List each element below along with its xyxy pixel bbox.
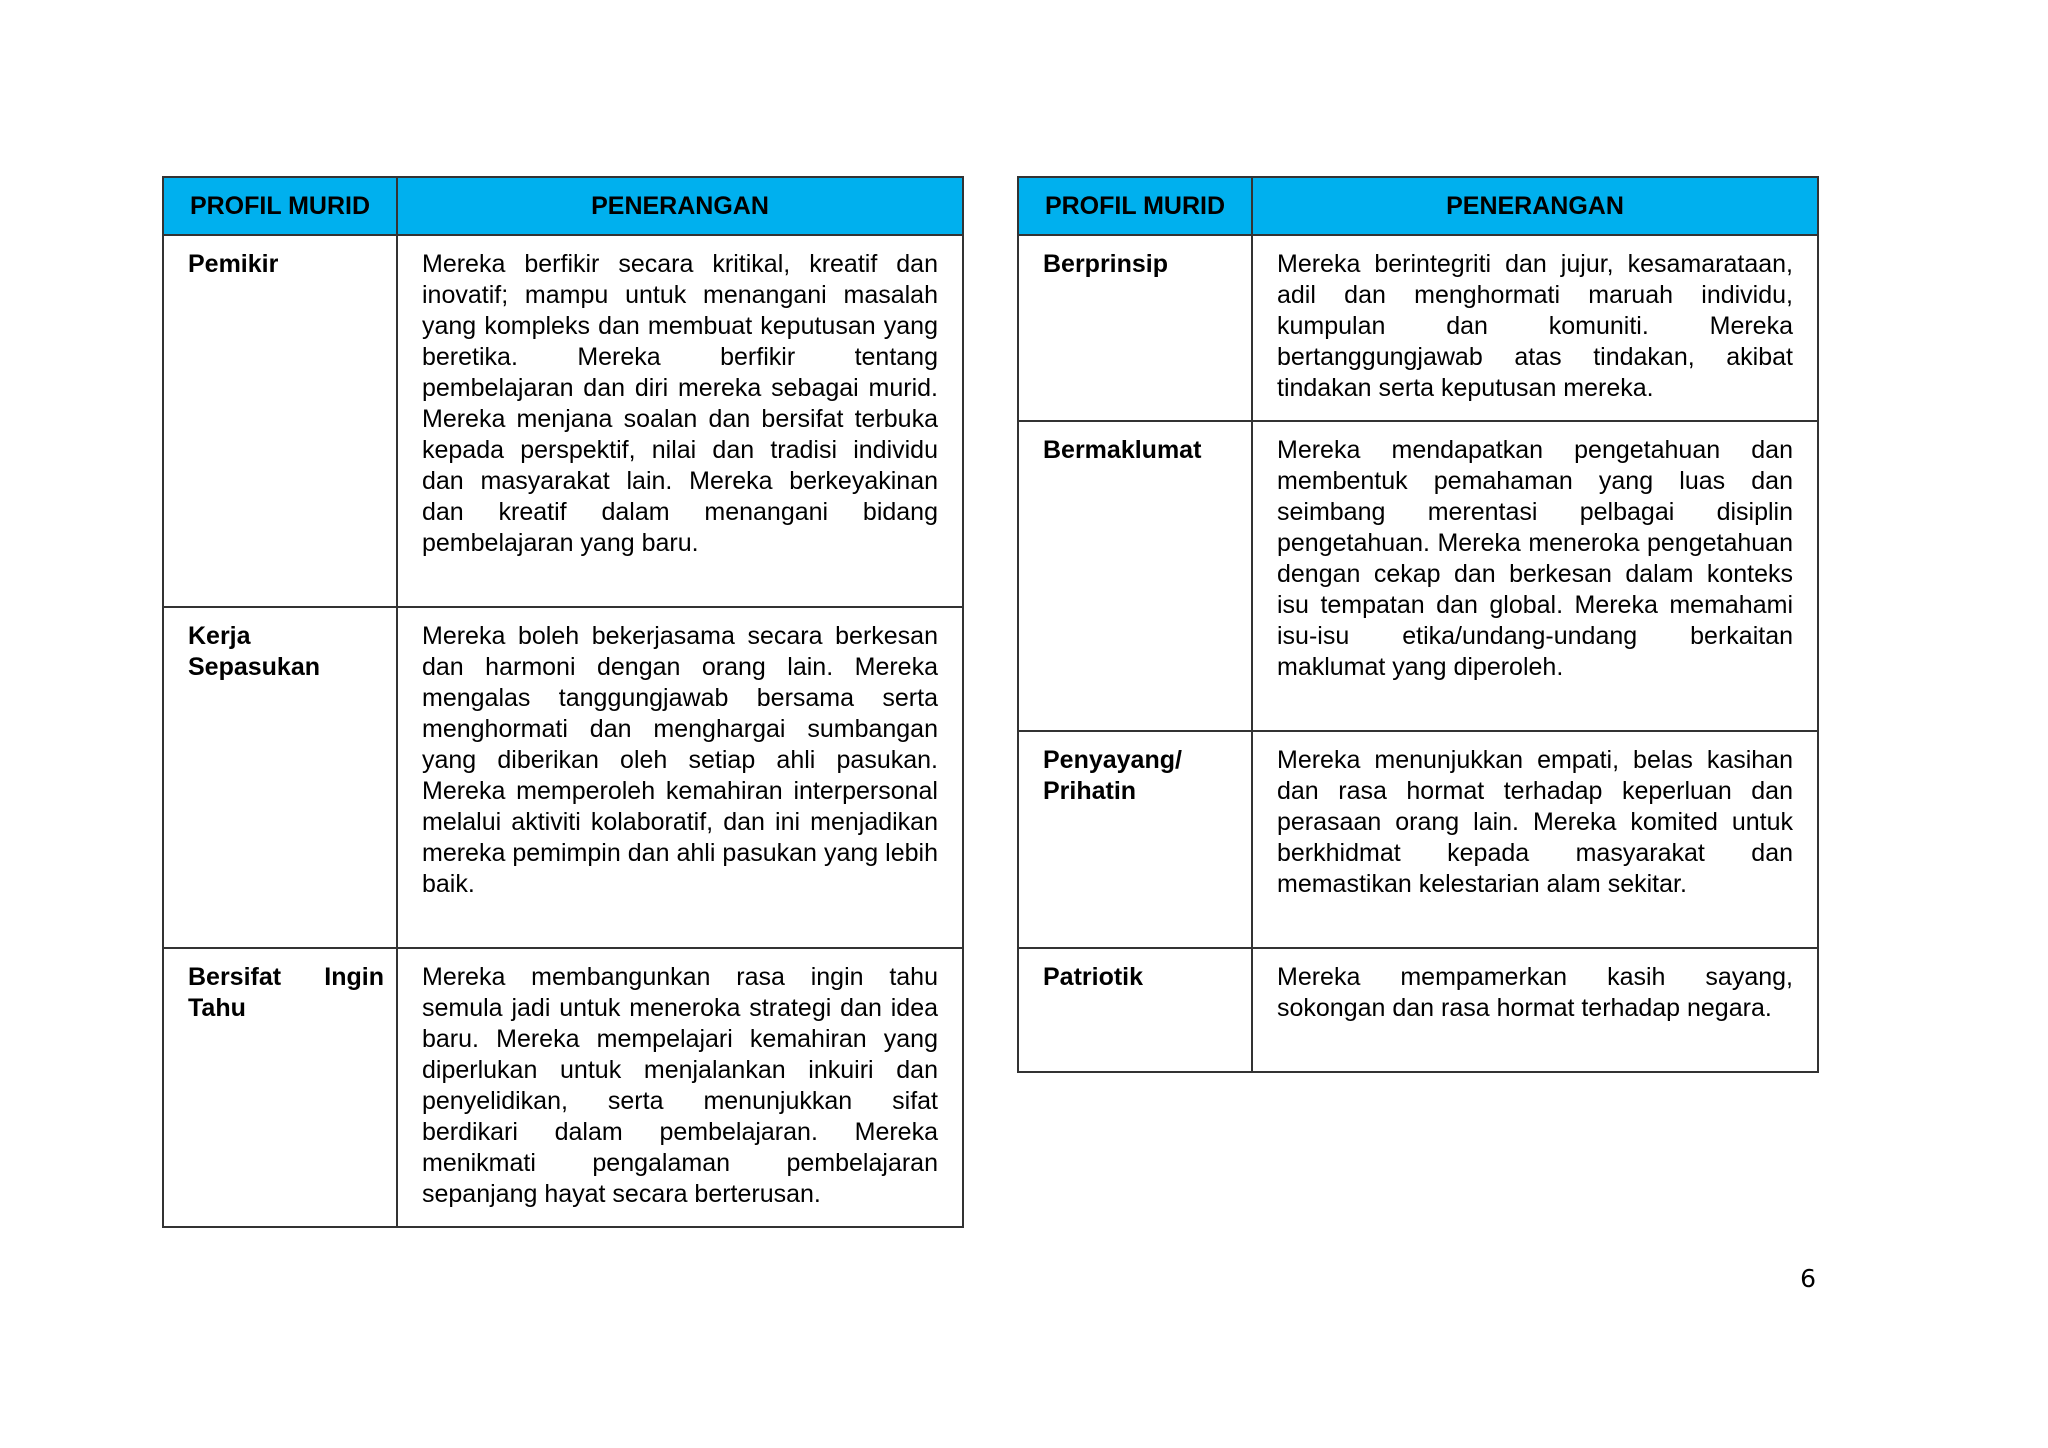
profile-table-right (1017, 176, 1819, 1073)
profile-description: Mereka boleh bekerjasama secara berkesan dan harmoni dengan orang lain. Mereka mengalas tanggungjawab bersama serta menghormati dan menghargai sumbangan yang diberikan oleh setiap ahli pasukan. Mereka memperoleh kemahiran interpersonal melalui aktiviti kolaboratif, dan ini menjadikan mereka pemimpin dan ahli pasukan yang lebih baik. (397, 607, 963, 948)
profile-description: Mereka berintegriti dan jujur, kesamarataan, adil dan menghormati maruah individu, kumpulan dan komuniti. Mereka bertanggungjawab atas tindakan, akibat tindakan serta keputusan mereka. (1252, 235, 1818, 421)
profile-description: Mereka mendapatkan pengetahuan dan membentuk pemahaman yang luas dan seimbang merentasi pelbagai disiplin pengetahuan. Mereka meneroka pengetahuan dengan cekap dan berkesan dalam konteks isu tempatan dan global. Mereka memahami isu-isu etika/undang-undang berkaitan maklumat yang diperoleh. (1252, 421, 1818, 731)
profile-name: Kerja Sepasukan (163, 607, 397, 948)
table-header-row (163, 177, 963, 235)
table-row (163, 235, 963, 607)
profile-description: Mereka mempamerkan kasih sayang, sokongan dan rasa hormat terhadap negara. (1252, 948, 1818, 1072)
table-row (1018, 948, 1818, 1072)
profile-name: Patriotik (1018, 948, 1252, 1072)
profile-name: Bersifat Ingin Tahu (163, 948, 397, 1227)
profile-name: Berprinsip (1018, 235, 1252, 421)
profile-description: Mereka membangunkan rasa ingin tahu semula jadi untuk meneroka strategi dan idea baru. Mereka mempelajari kemahiran yang diperlukan untuk menjalankan inkuiri dan penyelidikan, serta menunjukkan sifat berdikari dalam pembelajaran. Mereka menikmati pengalaman pembelajaran sepanjang hayat secara berterusan. (397, 948, 963, 1227)
table-row (163, 607, 963, 948)
profile-description: Mereka berfikir secara kritikal, kreatif dan inovatif; mampu untuk menangani masalah yang kompleks dan membuat keputusan yang beretika. Mereka berfikir tentang pembelajaran dan diri mereka sebagai murid. Mereka menjana soalan dan bersifat terbuka kepada perspektif, nilai dan tradisi individu dan masyarakat lain. Mereka berkeyakinan dan kreatif dalam menangani bidang pembelajaran yang baru. (397, 235, 963, 607)
table-row (1018, 731, 1818, 948)
table-row (163, 948, 963, 1227)
page-number: 6 (1800, 1264, 1816, 1293)
profile-name: Bermaklumat (1018, 421, 1252, 731)
profile-name: Pemikir (163, 235, 397, 607)
table-row (1018, 421, 1818, 731)
profile-table-left (162, 176, 964, 1228)
column-header-profil-murid: PROFIL MURID (1018, 177, 1252, 235)
column-header-profil-murid: PROFIL MURID (163, 177, 397, 235)
table-row (1018, 235, 1818, 421)
column-header-penerangan: PENERANGAN (397, 177, 963, 235)
column-header-penerangan: PENERANGAN (1252, 177, 1818, 235)
table-header-row (1018, 177, 1818, 235)
profile-name: Penyayang/ Prihatin (1018, 731, 1252, 948)
profile-description: Mereka menunjukkan empati, belas kasihan dan rasa hormat terhadap keperluan dan perasaan orang lain. Mereka komited untuk berkhidmat kepada masyarakat dan memastikan kelestarian alam sekitar. (1252, 731, 1818, 948)
